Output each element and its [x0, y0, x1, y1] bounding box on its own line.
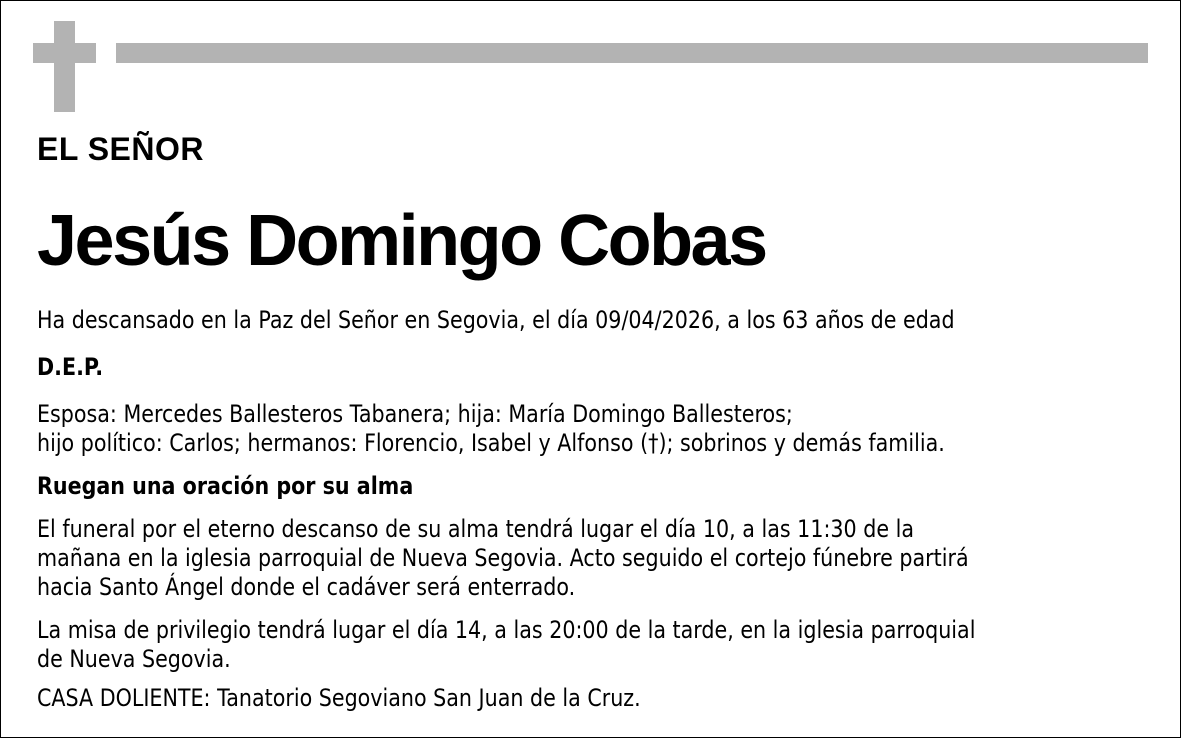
- funeral-line: hacia Santo Ángel donde el cadáver será enterrado.: [37, 573, 576, 601]
- mourning-house: CASA DOLIENTE: Tanatorio Segoviano San Juan de la Cruz.: [37, 684, 641, 712]
- funeral-line: El funeral por el eterno descanso de su alma tendrá lugar el día 10, a las 11:30 de la: [37, 515, 914, 543]
- funeral-line: mañana en la iglesia parroquial de Nueva Segovia. Acto seguido el cortejo fúnebre partirá: [37, 544, 969, 572]
- mass-paragraph: [37, 616, 1128, 674]
- cross-horizontal-bar: [33, 43, 96, 63]
- honorific: EL SEÑOR: [37, 131, 204, 167]
- dep-label: D.E.P.: [37, 353, 104, 381]
- family-paragraph: [37, 400, 1093, 458]
- death-announcement: Ha descansado en la Paz del Señor en Segovia, el día 09/04/2026, a los 63 años de edad: [37, 306, 955, 334]
- header-rule: [116, 43, 1148, 63]
- deceased-name: Jesús Domingo Cobas: [37, 201, 766, 281]
- family-line: Esposa: Mercedes Ballesteros Tabanera; hija: María Domingo Ballesteros;: [37, 400, 793, 428]
- funeral-paragraph: [37, 515, 1120, 602]
- mass-line: La misa de privilegio tendrá lugar el día 14, a las 20:00 de la tarde, en la iglesia parroquial: [37, 616, 976, 644]
- cross-vertical-bar: [54, 21, 75, 112]
- prayer-request: Ruegan una oración por su alma: [37, 472, 414, 500]
- mass-line: de Nueva Segovia.: [37, 645, 231, 673]
- family-line: hijo político: Carlos; hermanos: Florencio, Isabel y Alfonso (†); sobrinos y demás familia.: [37, 429, 945, 457]
